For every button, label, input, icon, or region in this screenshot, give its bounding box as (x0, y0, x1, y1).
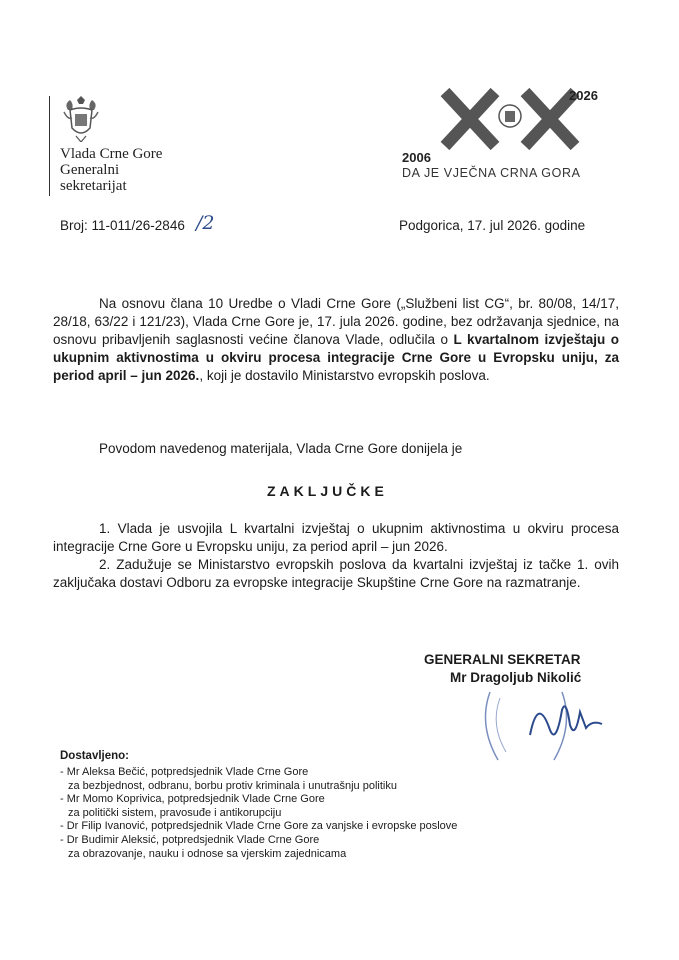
distribution-line: za bezbjednost, odbranu, borbu protiv kriminala i unutrašnju politiku (68, 779, 397, 792)
signature-name: Mr Dragoljub Nikolić (450, 670, 582, 685)
conclusion-item-1: 1. Vlada je usvojila L kvartalni izvještaj o ukupnim aktivnostima u okviru procesa integracije Crne Gore u Evropsku uniju, za period april – jun 2026. (53, 521, 619, 554)
distribution-line: - Dr Budimir Aleksić, potpredsjednik Vlade Crne Gore (60, 833, 320, 846)
org-line-1: Vlada Crne Gore (60, 146, 163, 162)
logo-slogan: DA JE VJEČNA CRNA GORA (402, 166, 581, 180)
distribution-line: za politički sistem, pravosuđe i antikorupciju (68, 806, 282, 819)
conclusions-list (53, 520, 619, 592)
paragraph-intro: Povodom navedenog materijala, Vlada Crne Gore donijela je (99, 441, 463, 456)
handwritten-signature (520, 690, 610, 750)
distribution-line: - Dr Filip Ivanović, potpredsjednik Vlade Crne Gore za vanjske i evropske poslove (60, 820, 458, 833)
preamble-bold-subject: L kvartalnom izvještaju o ukupnim aktivnostima u okviru procesa integracije Crne Gore u Evropsku uniju, za period april – jun 2026. (53, 332, 619, 383)
preamble-text: Na osnovu člana 10 Uredbe o Vladi Crne Gore („Službeni list CG“, br. 80/08, 14/17, 28/18, 63/22 i 121/23), Vlada Crne Gore je, 17. jula 2026. godine, bez održavanja sjednice, na osnovu pribavljenih saglasnosti većine članova Vlade, odlučila o (53, 296, 619, 347)
conclusion-item-2: 2. Zadužuje se Ministarstvo evropskih poslova da kvartalni izvještaj iz tačke 1. ovih zaključaka dostavi Odboru za evropske integracije Skupštine Crne Gore na razmatranje. (53, 557, 619, 590)
header-divider (49, 96, 50, 196)
distribution-title: Dostavljeno: (60, 750, 130, 762)
handwritten-suffix: /2 (196, 212, 215, 234)
signature-title: GENERALNI SEKRETAR (424, 652, 581, 667)
place-date: Podgorica, 17. jul 2026. godine (399, 218, 586, 233)
reference-number: Broj: 11-011/26-2846 (60, 218, 185, 233)
paragraph-preamble (53, 295, 619, 385)
distribution-list (60, 766, 457, 861)
preamble-text-end: , koji je dostavilo Ministarstvo evropskih poslova. (199, 368, 490, 383)
logo-year-start: 2006 (402, 150, 431, 165)
distribution-line: - Mr Momo Koprivica, potpredsjednik Vlade Crne Gore (60, 793, 325, 806)
organization-name (60, 146, 162, 194)
logo-year-end: 2026 (569, 88, 598, 103)
distribution-line: - Mr Aleksa Bečić, potpredsjednik Vlade Crne Gore (60, 766, 309, 778)
org-line-2: Generalni (60, 162, 120, 178)
coat-of-arms-icon (60, 96, 102, 142)
org-line-3: sekretarijat (60, 178, 127, 194)
conclusions-heading: ZAKLJUČKE (267, 483, 388, 499)
distribution-line: za obrazovanje, nauku i odnose sa vjerskim zajednicama (68, 847, 347, 860)
